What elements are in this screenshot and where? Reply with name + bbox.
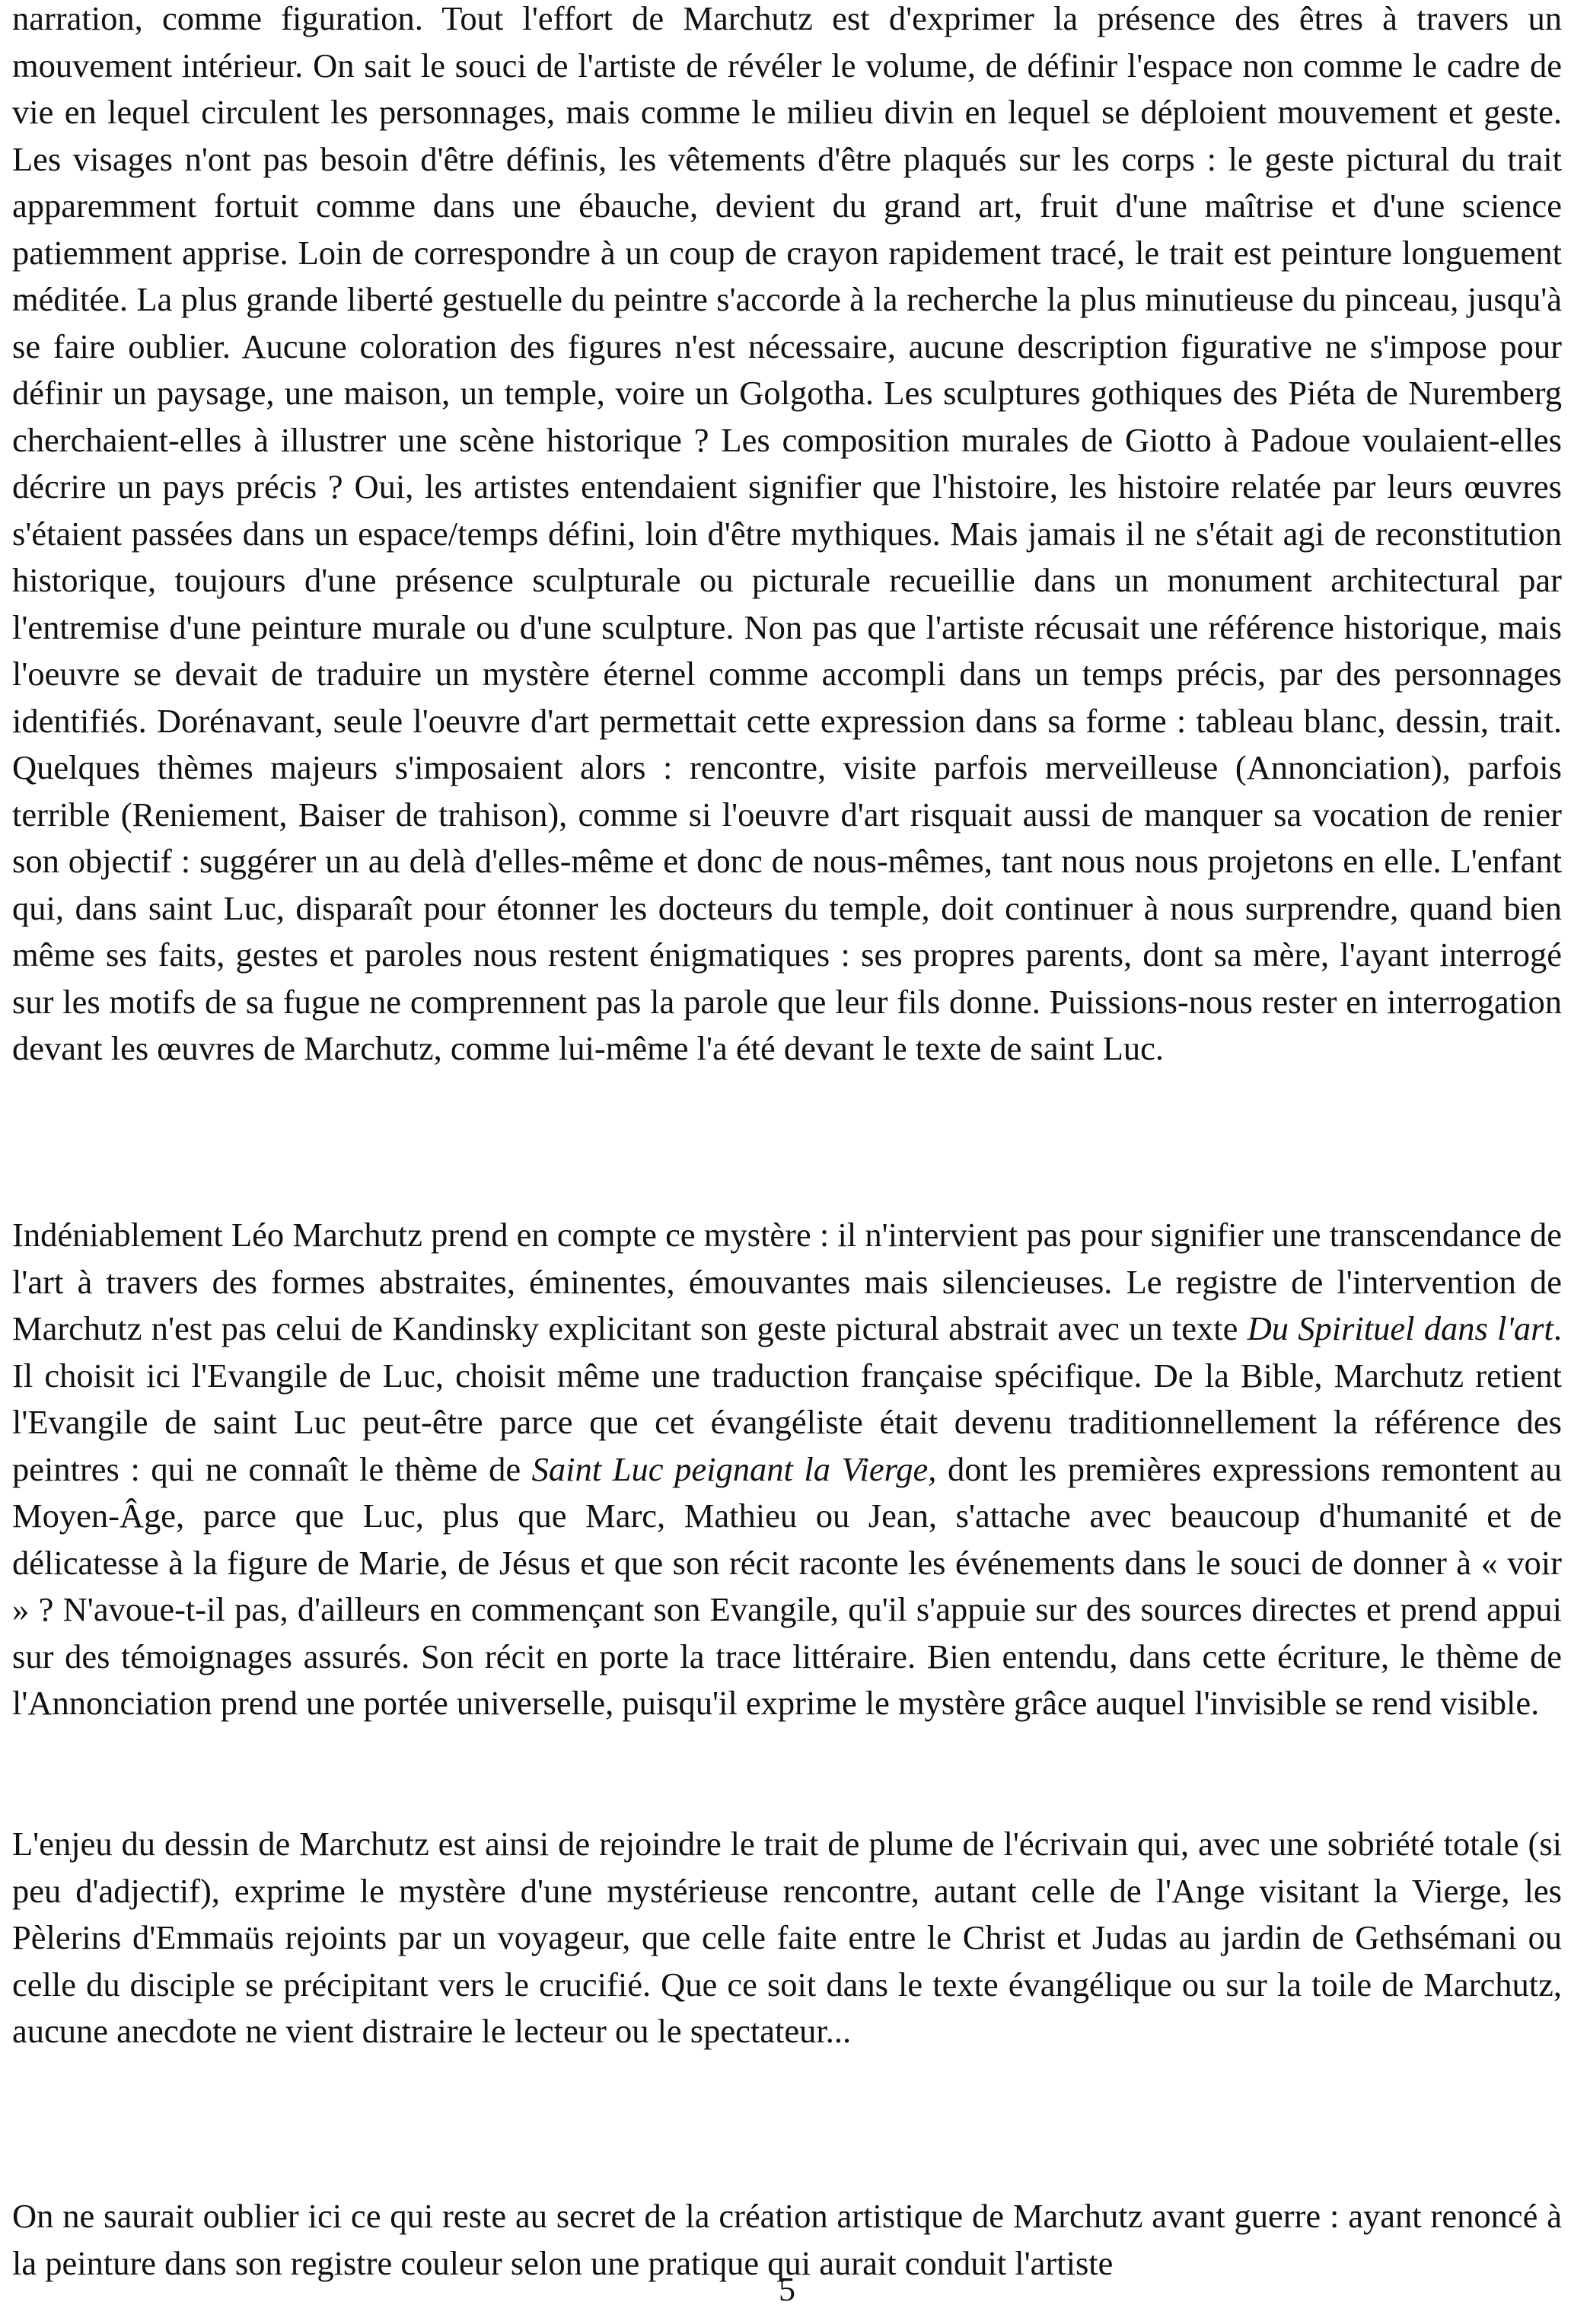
paragraph-2: [12, 1212, 1562, 1727]
artwork-title-italic: Saint Luc peignant la Vierge,: [531, 1449, 937, 1488]
paragraph-2-text-b: . Il choisit ici l'Evangile de Luc, choisit même une traduction française spécifique. De la Bible, Marchutz retient l'Evangile de saint Luc peut-être parce que cet évangéliste était devenu traditionnellement la référence des peintres : qui ne connaît le thème de: [12, 1309, 1562, 1488]
paragraph-2-text-a: Indéniablement Léo Marchutz prend en compte ce mystère : il n'intervient pas pour signifier une transcendance de l'art à travers des formes abstraites, éminentes, émouvantes mais silencieuses. Le registre de l'intervention de Marchutz n'est pas celui de Kandinsky explicitant son geste pictural abstrait avec un texte: [12, 1216, 1562, 1347]
paragraph-4-text: On ne saurait oublier ici ce qui reste au secret de la création artistique de Marchutz avant guerre : ayant renoncé à la peinture dans son registre couleur selon une pratique qui aurait conduit l'artiste: [12, 2197, 1562, 2282]
paragraph-3: [12, 1821, 1562, 2055]
paragraph-1-text: narration, comme figuration. Tout l'effort de Marchutz est d'exprimer la présence des êtres à travers un mouvement intérieur. On sait le souci de l'artiste de révéler le volume, de définir l'espace non comme le cadre de vie en lequel circulent les personnages, mais comme le milieu divin en lequel se déploient mouvement et geste. Les visages n'ont pas besoin d'être définis, les vêtements d'être plaqués sur les corps : le geste pictural du trait apparemment fortuit comme dans une ébauche, devient du grand art, fruit d'une maîtrise et d'une science patiemment apprise. Loin de correspondre à un coup de crayon rapidement tracé, le trait est peinture longuement méditée. La plus grande liberté gestuelle du peintre s'accorde à la recherche la plus minutieuse du pinceau, jusqu'à se faire oublier. Aucune coloration des figures n'est nécessaire, aucune description figurative ne s'impose pour définir un paysage, une maison, un temple, voire un Golgotha. Les sculptures gothiques des Piéta de Nuremberg cherchaient-elles à illustrer une scène historique ? Les composition murales de Giotto à Padoue voulaient-elles décrire un pays précis ? Oui, les artistes entendaient signifier que l'histoire, les histoire relatée par leurs œuvres s'étaient passées dans un espace/temps défini, loin d'être mythiques. Mais jamais il ne s'était agi de reconstitution historique, toujours d'une présence sculpturale ou picturale recueillie dans un monument architectural par l'entremise d'une peinture murale ou d'une sculpture. Non pas que l'artiste récusait une référence historique, mais l'oeuvre se devait de traduire un mystère éternel comme accompli dans un temps précis, par des personnages identifiés. Dorénavant, seule l'oeuvre d'art permettait cette expression dans sa forme : tableau blanc, dessin, trait. Quelques thèmes majeurs s'imposaient alors : rencontre, visite parfois merveilleuse (Annonciation), parfois terrible (Reniement, Baiser de trahison), comme si l'oeuvre d'art risquait aussi de manquer sa vocation de renier son objectif : suggérer un au delà d'elles-même et donc de nous-mêmes, tant nous nous projetons en elle. L'enfant qui, dans saint Luc, disparaît pour étonner les docteurs du temple, doit continuer à nous surprendre, quand bien même ses faits, gestes et paroles nous restent énigmatiques : ses propres parents, dont sa mère, l'ayant interrogé sur les motifs de sa fugue ne comprennent pas la parole que leur fils donne. Puissions-nous rester en interrogation devant les œuvres de Marchutz, comme lui-même l'a été devant le texte de saint Luc.: [12, 0, 1562, 1067]
paragraph-2-text-c: dont les premières expressions remontent au Moyen-Âge, parce que Luc, plus que Marc, Mathieu ou Jean, s'attache avec beaucoup d'humanité et de délicatesse à la figure de Marie, de Jésus et que son récit raconte les événements dans le souci de donner à « voir » ? N'avoue-t-il pas, d'ailleurs en commençant son Evangile, qu'il s'appuie sur des sources directes et prend appui sur des témoignages assurés. Son récit en porte la trace littéraire. Bien entendu, dans cette écriture, le thème de l'Annonciation prend une portée universelle, puisqu'il exprime le mystère grâce auquel l'invisible se rend visible.: [12, 1449, 1562, 1722]
book-title-italic: Du Spirituel dans l'art: [1247, 1309, 1553, 1347]
document-page: [12, 0, 1562, 2324]
paragraph-1: [12, 0, 1562, 1073]
paragraph-3-text: L'enjeu du dessin de Marchutz est ainsi de rejoindre le trait de plume de l'écrivain qui, avec une sobriété totale (si peu d'adjectif), exprime le mystère d'une mystérieuse rencontre, autant celle de l'Ange visitant la Vierge, les Pèlerins d'Emmaüs rejoints par un voyageur, que celle faite entre le Christ et Judas au jardin de Gethsémani ou celle du disciple se précipitant vers le crucifié. Que ce soit dans le texte évangélique ou sur la toile de Marchutz, aucune anecdote ne vient distraire le lecteur ou le spectateur...: [12, 1825, 1562, 2050]
page-number: 5: [779, 2271, 795, 2308]
